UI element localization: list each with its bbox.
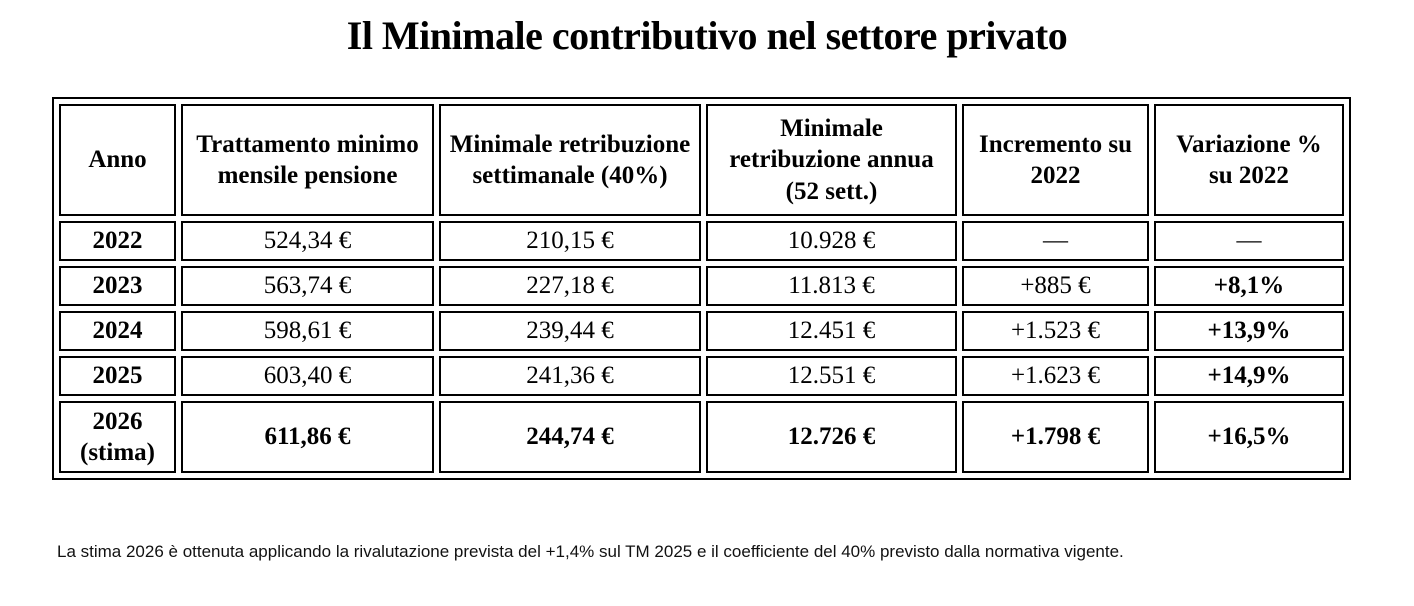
cell-minimale-annua: 11.813 € xyxy=(706,266,957,306)
col-header-minimale-annua: Minimale retribuzione annua (52 sett.) xyxy=(706,104,957,216)
cell-variazione: +14,9% xyxy=(1154,356,1344,396)
table-row-2025 xyxy=(59,356,1344,396)
cell-minimale-settimanale: 244,74 € xyxy=(439,401,701,473)
cell-trattamento-minimo: 603,40 € xyxy=(181,356,434,396)
cell-minimale-settimanale: 239,44 € xyxy=(439,311,701,351)
table-row-2024 xyxy=(59,311,1344,351)
cell-minimale-annua: 12.551 € xyxy=(706,356,957,396)
cell-minimale-settimanale: 210,15 € xyxy=(439,221,701,261)
cell-variazione: — xyxy=(1154,221,1344,261)
col-header-minimale-settimanale: Minimale retribuzione settimanale (40%) xyxy=(439,104,701,216)
cell-variazione: +16,5% xyxy=(1154,401,1344,473)
footnote-text: La stima 2026 è ottenuta applicando la rivalutazione prevista del +1,4% sul TM 2025 e il coefficiente del 40% previsto dalla normativa vigente. xyxy=(57,542,1124,561)
cell-anno: 2023 xyxy=(59,266,176,306)
cell-minimale-settimanale: 241,36 € xyxy=(439,356,701,396)
cell-anno: 2024 xyxy=(59,311,176,351)
page-title: Il Minimale contributivo nel settore privato xyxy=(346,13,1068,58)
table-row-2026-stima xyxy=(59,401,1344,473)
cell-trattamento-minimo: 524,34 € xyxy=(181,221,434,261)
header-row xyxy=(59,104,1344,216)
cell-incremento: +885 € xyxy=(962,266,1149,306)
col-header-incremento: Incremento su 2022 xyxy=(962,104,1149,216)
cell-minimale-annua: 12.451 € xyxy=(706,311,957,351)
cell-incremento: +1.798 € xyxy=(962,401,1149,473)
table-row-2022 xyxy=(59,221,1344,261)
cell-variazione: +13,9% xyxy=(1154,311,1344,351)
col-header-variazione: Variazione % su 2022 xyxy=(1154,104,1344,216)
cell-incremento: +1.623 € xyxy=(962,356,1149,396)
col-header-anno: Anno xyxy=(59,104,176,216)
cell-variazione: +8,1% xyxy=(1154,266,1344,306)
contribution-table-container xyxy=(52,97,1351,480)
cell-trattamento-minimo: 598,61 € xyxy=(181,311,434,351)
cell-anno: 2025 xyxy=(59,356,176,396)
cell-minimale-annua: 12.726 € xyxy=(706,401,957,473)
cell-incremento: +1.523 € xyxy=(962,311,1149,351)
cell-anno: 2022 xyxy=(59,221,176,261)
contribution-minimum-table xyxy=(52,97,1351,480)
cell-anno: 2026 (stima) xyxy=(59,401,176,473)
table-row-2023 xyxy=(59,266,1344,306)
cell-incremento: — xyxy=(962,221,1149,261)
cell-trattamento-minimo: 563,74 € xyxy=(181,266,434,306)
col-header-trattamento-minimo: Trattamento minimo mensile pensione xyxy=(181,104,434,216)
cell-trattamento-minimo: 611,86 € xyxy=(181,401,434,473)
cell-minimale-settimanale: 227,18 € xyxy=(439,266,701,306)
cell-minimale-annua: 10.928 € xyxy=(706,221,957,261)
